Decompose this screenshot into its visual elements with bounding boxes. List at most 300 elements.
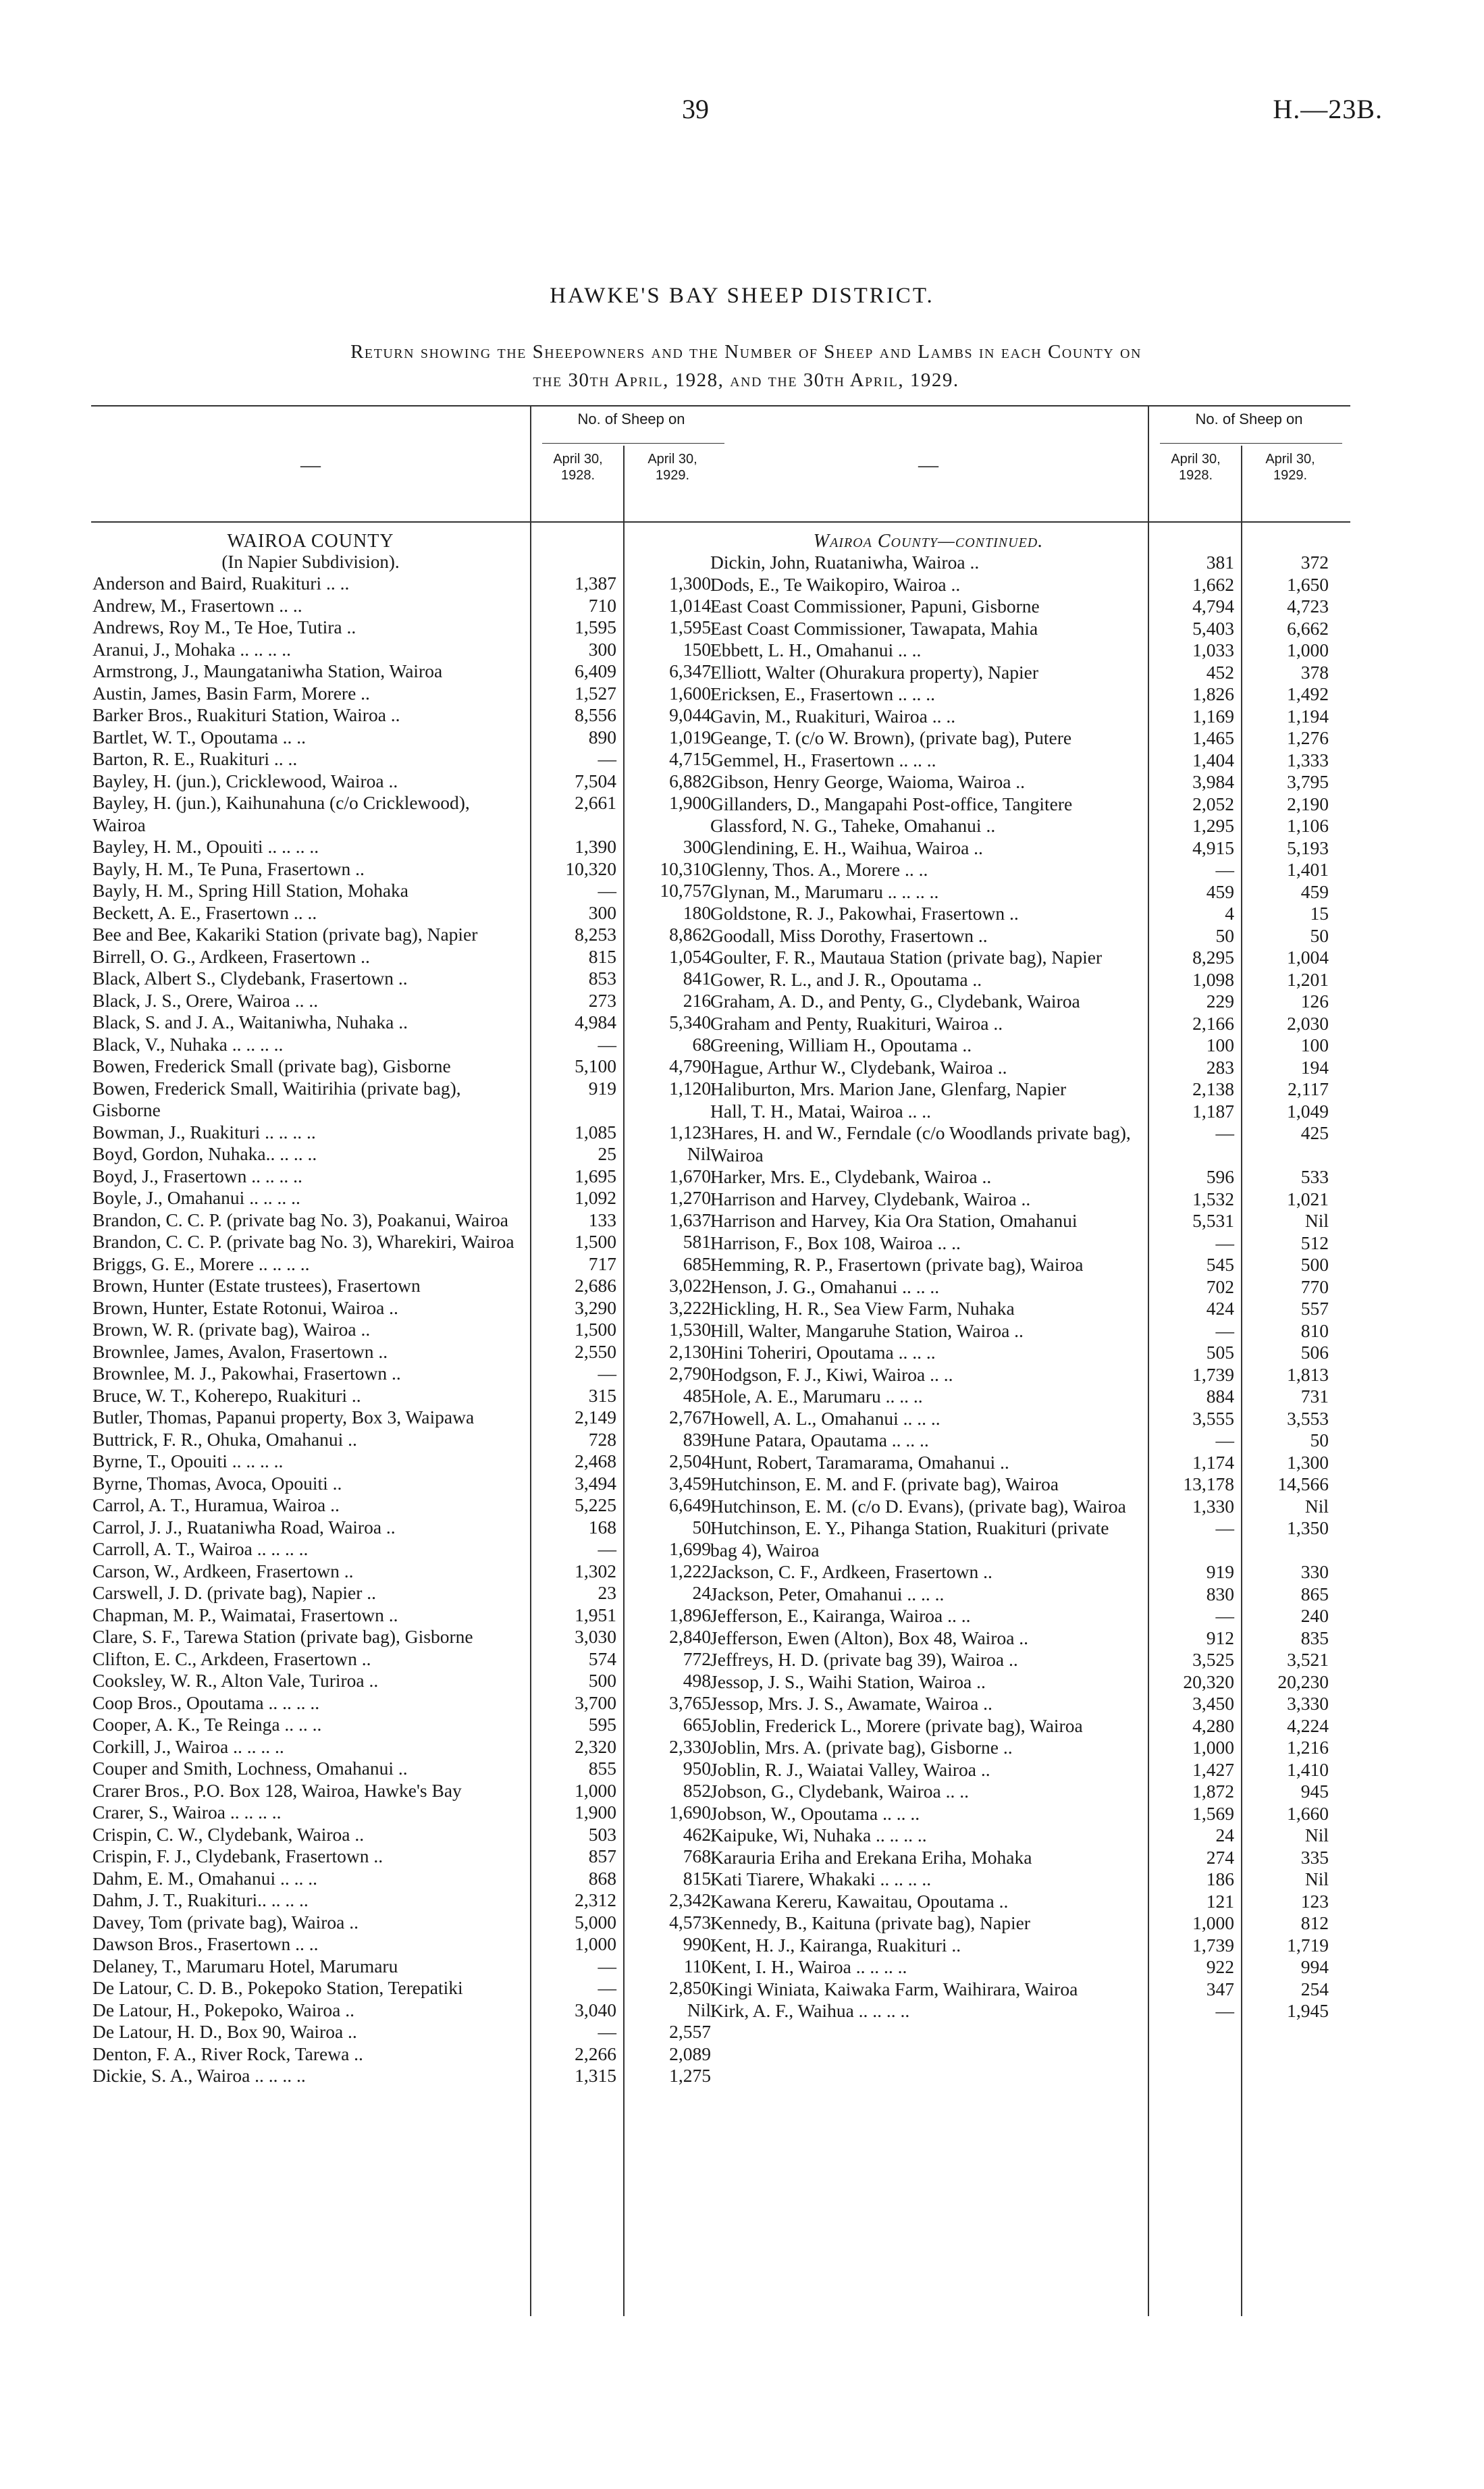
owner-name: Joblin, Frederick L., Morere (private bag), Wairoa [710,1714,1083,1736]
sheep-1928: 300 [588,638,616,660]
owner-name: Goodall, Miss Dorothy, Frasertown .. [710,924,988,946]
table-row [91,1868,733,1890]
owner-name: Glenny, Thos. A., Morere .. .. [710,859,928,880]
sheep-1929: Nil [1304,1210,1329,1231]
sheep-1929: 6,882 [669,770,711,791]
sheep-1929: 1,410 [1287,1758,1329,1780]
sheep-1929: 50 [1310,1430,1329,1450]
sheep-1928: 1,315 [575,2065,616,2086]
table-row [709,662,1350,684]
owner-name: Jobson, W., Opoutama .. .. .. [710,1802,920,1824]
sheep-1929: 810 [1300,1319,1329,1341]
sheep-1928: 5,403 [1192,617,1234,639]
sheep-1929: 485 [683,1384,711,1406]
table-row [91,1385,733,1407]
sheep-1929: 1,530 [669,1319,711,1340]
owner-name: Joblin, R. J., Waiatai Valley, Wairoa .. [710,1758,990,1780]
table-row [709,596,1350,618]
sheep-1929: 459 [1300,881,1329,902]
sheep-1929: 990 [683,1933,711,1954]
table-row [709,574,1350,596]
sheep-1929: 1,350 [1287,1517,1329,1538]
owner-name: Black, J. S., Orere, Wairoa .. .. [92,989,319,1011]
owner-name: Harrison and Harvey, Kia Ora Station, Omahanui [710,1210,1078,1231]
owner-name: Brandon, C. C. P. (private bag No. 3), Poakanui, Wairoa [92,1209,508,1230]
sheep-1928: 283 [1206,1056,1234,1078]
sheep-1929: 3,330 [1287,1693,1329,1714]
sheep-1928: 1,695 [575,1165,616,1186]
sheep-1928: 50 [1215,924,1234,946]
sheep-1929: 1,300 [669,573,711,594]
sheep-1929: 2,504 [669,1450,711,1471]
sheep-1928: 1,085 [575,1121,616,1143]
sheep-1928: 186 [1206,1868,1234,1889]
sheep-1928: 710 [588,594,616,616]
owner-name: Elliott, Walter (Ohurakura property), Napier [710,661,1038,683]
owner-name: Ericksen, E., Frasertown .. .. .. [710,683,935,704]
sheep-1929: 1,595 [669,617,711,637]
sheep-group-header: No. of Sheep on [577,411,685,427]
table-row [91,968,733,990]
table-top-rule [709,405,1350,407]
sheep-1929: 330 [1300,1561,1329,1582]
sheep-1928: 2,320 [575,1735,616,1757]
subtitle-line-2: the 30th April, 1928, and the 30th April, 1929. [533,369,959,391]
sheep-1929: 852 [683,1779,711,1801]
sheep-1928: 596 [1206,1166,1234,1187]
table-row [709,1320,1350,1342]
sheep-1928: — [1215,1517,1234,1538]
right-table-body [709,531,1350,2022]
table-row [709,1847,1350,1869]
owner-name: De Latour, H. D., Box 90, Wairoa .. [92,2021,357,2042]
sheep-1929: 3,222 [669,1296,711,1318]
sheep-1928: 1,826 [1192,683,1234,704]
sheep-1928: 3,494 [575,1472,616,1494]
table-top-rule [91,405,733,407]
sheep-1928: 1,465 [1192,727,1234,748]
col-1928-header: April 30, 1928. [1171,452,1221,483]
sheep-1929: Nil [1304,1868,1329,1889]
sheep-1929: 216 [683,989,711,1011]
owner-name: Karauria Eriha and Erekana Eriha, Mohaka [710,1846,1032,1868]
table-row [91,573,733,595]
table-row [709,1298,1350,1320]
sheep-1928: 1,527 [575,682,616,704]
table-row [709,1276,1350,1299]
sheep-1929: 10,310 [660,858,711,879]
table-row [709,925,1350,947]
sheep-1928: 4,915 [1192,837,1234,858]
sheep-1928: 1,187 [1192,1100,1234,1122]
owner-name: Carswell, J. D. (private bag), Napier .. [92,1582,377,1603]
sheep-1929: 1,637 [669,1209,711,1230]
table-row [709,1693,1350,1715]
sheep-1929: 300 [683,836,711,857]
left-table [91,405,733,2316]
sheep-1928: 853 [588,968,616,989]
table-row [709,1979,1350,2001]
owner-name: Austin, James, Basin Farm, Morere .. [92,682,370,704]
table-row [709,727,1350,750]
table-row [709,837,1350,860]
owner-name: Bowen, Frederick Small (private bag), Gisborne [92,1055,451,1076]
sheep-1928: 868 [588,1867,616,1889]
table-row [91,1582,733,1604]
table-row [709,1166,1350,1188]
sheep-1929: 500 [1300,1254,1329,1275]
table-row [709,881,1350,903]
owner-name: Carson, W., Ardkeen, Frasertown .. [92,1560,354,1581]
owner-name: Dahm, E. M., Omahanui .. .. .. [92,1867,318,1889]
table-row [91,595,733,617]
sheep-1929: 335 [1300,1846,1329,1868]
sheep-1929: 1,222 [669,1560,711,1581]
sheep-1929: 15 [1310,903,1329,924]
table-header-rule [91,521,733,523]
owner-name: Jessop, Mrs. J. S., Awamate, Wairoa .. [710,1693,992,1714]
owner-name: Barker Bros., Ruakituri Station, Wairoa .. [92,704,400,725]
sheep-1928: 168 [588,1516,616,1538]
sheep-1928: 1,739 [1192,1363,1234,1385]
owner-name: Goulter, F. R., Mautaua Station (private bag), Napier [710,947,1103,968]
sheep-1929: 4,715 [669,748,711,769]
sheep-1929: 3,795 [1287,771,1329,792]
table-row [91,1999,733,2022]
owner-name: Haliburton, Mrs. Marion Jane, Glenfarg, Napier [710,1078,1067,1099]
table-row [91,1494,733,1517]
sheep-1929: 1,019 [669,726,711,748]
sheep-1929: 4,224 [1287,1714,1329,1736]
sheep-1929: 950 [683,1758,711,1779]
owner-name: Hunt, Robert, Taramarama, Omahanui .. [710,1451,1009,1473]
owner-name: Glassford, N. G., Taheke, Omahanui .. [710,815,996,836]
owner-name: Chapman, M. P., Waimatai, Frasertown .. [92,1604,398,1625]
table-row [709,1891,1350,1913]
owner-name: Butler, Thomas, Papanui property, Box 3, Waipawa [92,1407,475,1427]
owner-name: Corkill, J., Wairoa .. .. .. .. [92,1735,284,1757]
owner-name: Hodgson, F. J., Kiwi, Wairoa .. .. [710,1363,953,1385]
sheep-1928: 3,290 [575,1296,616,1318]
sheep-1928: 8,556 [575,704,616,725]
col-1929-header: April 30, 1929. [647,452,697,483]
table-row [709,1715,1350,1737]
owner-name: De Latour, C. D. B., Pokepoko Station, Terepatiki [92,1977,463,1998]
sheep-1928: 2,468 [575,1450,616,1471]
table-row [91,836,733,858]
table-row [709,1912,1350,1935]
sheep-1929: 240 [1300,1605,1329,1626]
sheep-1928: 1,302 [575,1560,616,1581]
owner-name: Bruce, W. T., Koherepo, Ruakituri .. [92,1384,361,1406]
owner-name: Dickin, John, Ruataniwha, Wairoa .. [710,552,980,573]
owner-name: Harrison and Harvey, Clydebank, Wairoa .. [710,1188,1031,1209]
table-row [709,903,1350,925]
table-row [91,990,733,1012]
owner-name: Gavin, M., Ruakituri, Wairoa .. .. [710,705,956,727]
page-number: 39 [682,94,709,124]
sheep-1929: 1,813 [1287,1363,1329,1385]
sheep-1929: 2,850 [669,1977,711,1998]
sheep-1929: 150 [683,638,711,660]
owner-name: Dickie, S. A., Wairoa .. .. .. .. [92,2065,306,2086]
sheep-1928: 1,872 [1192,1781,1234,1802]
sheep-1928: 2,266 [575,2043,616,2064]
sheep-1928: 815 [588,945,616,967]
sheep-1929: 2,330 [669,1735,711,1757]
sheep-1928: 13,178 [1183,1473,1234,1494]
owner-name: Kirk, A. F., Waihua .. .. .. .. [710,2000,910,2021]
table-row [709,1583,1350,1606]
table-row [709,1452,1350,1474]
page-subtitle [95,338,1398,394]
table-row [709,1868,1350,1891]
table-row [709,991,1350,1013]
sheep-1929: 1,216 [1287,1737,1329,1758]
sheep-1928: 505 [1206,1342,1234,1363]
owner-name: Gemmel, H., Frasertown .. .. .. [710,749,936,770]
table-row [709,1671,1350,1694]
owner-name: Kawana Kereru, Kawaitau, Opoutama .. [710,1890,1009,1912]
owner-name: Jessop, J. S., Waihi Station, Wairoa .. [710,1671,986,1692]
table-row [91,1034,733,1056]
owner-name: Jefferson, E., Kairanga, Wairoa .. .. [710,1605,971,1626]
owner-name: Boyle, J., Omahanui .. .. .. .. [92,1187,300,1208]
owner-name: Hickling, H. R., Sea View Farm, Nuhaka [710,1298,1015,1319]
table-row [91,1758,733,1780]
sheep-1928: 3,984 [1192,771,1234,792]
table-row [91,1780,733,1802]
sheep-1929: Nil [687,1999,711,2020]
owner-name: Harker, Mrs. E., Clydebank, Wairoa .. [710,1166,992,1187]
owner-name: Crispin, C. W., Clydebank, Wairoa .. [92,1823,365,1845]
table-row [91,1187,733,1209]
sheep-1929: 462 [683,1823,711,1845]
sheep-1928: 1,000 [575,1779,616,1801]
table-row [709,1342,1350,1364]
owner-name: Armstrong, J., Maungataniwha Station, Wairoa [92,660,443,681]
table-row [91,1845,733,1868]
sheep-1928: 1,739 [1192,1934,1234,1956]
sheep-1929: 2,342 [669,1889,711,1910]
sheep-1929: 2,840 [669,1626,711,1647]
sheep-1929: 994 [1300,1956,1329,1977]
sheep-1929: Nil [687,1143,711,1164]
table-row [709,1188,1350,1211]
sheep-1929: 1,123 [669,1121,711,1143]
sheep-1929: 425 [1300,1122,1329,1143]
sheep-1928: 2,052 [1192,793,1234,814]
name-column-header: — [918,454,938,476]
sheep-1928: — [1215,1605,1234,1626]
owner-name: Hune Patara, Opautama .. .. .. [710,1430,929,1450]
owner-name: Jackson, C. F., Ardkeen, Frasertown .. [710,1561,992,1582]
sheep-1928: 1,595 [575,617,616,637]
sheep-1928: 459 [1206,881,1234,902]
sheep-1928: 5,531 [1192,1210,1234,1231]
sheep-1928: 1,098 [1192,968,1234,990]
sheep-1928: 1,330 [1192,1495,1234,1517]
owner-name: Crarer, S., Wairoa .. .. .. .. [92,1802,282,1823]
table-row [91,1165,733,1188]
sheep-1928: 500 [588,1670,616,1691]
table-row [709,1649,1350,1671]
sheep-1928: 4,794 [1192,596,1234,617]
sheep-1928: 728 [588,1428,616,1450]
owner-name: Dawson Bros., Frasertown .. .. [92,1933,319,1954]
sheep-1929: 110 [683,1955,711,1976]
owner-name: Briggs, G. E., Morere .. .. .. .. [92,1253,310,1274]
owner-name: Graham and Penty, Ruakituri, Wairoa .. [710,1012,1003,1034]
sheep-1928: 3,555 [1192,1407,1234,1429]
owner-name: Kent, H. J., Kairanga, Ruakituri .. [710,1934,961,1956]
owner-name: Gower, R. L., and J. R., Opoutama .. [710,968,982,990]
sheep-1929: 1,054 [669,945,711,967]
sheep-1929: 2,557 [669,2021,711,2042]
owner-name: Jeffreys, H. D. (private bag 39), Wairoa .. [710,1649,1018,1670]
sheep-1929: 1,004 [1287,947,1329,968]
sheep-1928: 5,225 [575,1494,616,1515]
county-heading-continued: Wairoa County—continued. [813,531,1044,552]
owner-name: Cooper, A. K., Te Reinga .. .. .. [92,1714,322,1735]
owner-name: Hares, H. and W., Ferndale (c/o Woodlands private bag), Wairoa [710,1122,1131,1165]
sheep-1929: 254 [1300,1978,1329,1999]
owner-name: Goldstone, R. J., Pakowhai, Frasertown .. [710,903,1019,924]
table-row [709,1956,1350,1979]
owner-name: Kaipuke, Wi, Nuhaka .. .. .. .. [710,1825,927,1845]
owner-name: Dods, E., Te Waikopiro, Wairoa .. [710,573,961,595]
table-row [709,683,1350,706]
owner-name: Crispin, F. J., Clydebank, Frasertown .. [92,1845,383,1866]
owner-name: De Latour, H., Pokepoko, Wairoa .. [92,1999,354,2020]
table-row [709,1825,1350,1847]
sheep-1928: — [1215,1319,1234,1341]
sheep-1928: 229 [1206,991,1234,1012]
sheep-1928: — [598,1538,616,1559]
owner-name: Delaney, T., Marumaru Hotel, Marumaru [92,1955,398,1976]
sheep-1928: 1,169 [1192,705,1234,727]
table-row [91,639,733,661]
sheep-1929: 1,270 [669,1187,711,1208]
table-row [91,1802,733,1824]
sheep-1928: 1,174 [1192,1451,1234,1473]
table-row [91,1517,733,1539]
sheep-1928: 1,033 [1192,639,1234,660]
group-header-rule [542,443,724,444]
sheep-1928: 25 [598,1143,616,1164]
owner-name: Graham, A. D., and Penty, G., Clydebank, Wairoa [710,991,1080,1012]
sheep-1928: 702 [1206,1276,1234,1297]
owner-name: Clare, S. F., Tarewa Station (private bag), Gisborne [92,1626,473,1647]
owner-name: East Coast Commissioner, Papuni, Gisborne [710,596,1040,617]
sheep-1929: 498 [683,1670,711,1691]
sheep-1928: 830 [1206,1583,1234,1604]
table-row [709,1517,1350,1561]
sheep-1928: 133 [588,1209,616,1230]
sheep-1928: 884 [1206,1386,1234,1407]
table-row [709,1430,1350,1452]
owner-name: Glynan, M., Marumaru .. .. .. .. [710,881,939,902]
table-header-rule [709,521,1350,523]
owner-name: Hutchinson, E. M. (c/o D. Evans), (private bag), Wairoa [710,1495,1126,1517]
owner-name: Hutchinson, E. Y., Pihanga Station, Ruakituri (private bag 4), Wairoa [710,1517,1109,1561]
sheep-1929: 123 [1300,1890,1329,1912]
sheep-1929: 1,300 [1287,1451,1329,1473]
sheep-1929: 1,900 [669,792,711,813]
table-row [91,1692,733,1714]
table-row [91,2021,733,2043]
sheep-1929: 812 [1300,1912,1329,1933]
owner-name: Gibson, Henry George, Waioma, Wairoa .. [710,771,1026,792]
table-row [709,1408,1350,1430]
table-row [709,1496,1350,1518]
county-heading: WAIROA COUNTY [227,531,394,552]
owner-name: Andrews, Roy M., Te Hoe, Tutira .. [92,617,356,637]
sheep-1929: 1,120 [669,1077,711,1099]
table-row [709,1254,1350,1276]
table-row [709,618,1350,640]
table-row [91,1538,733,1561]
table-row [709,859,1350,881]
owner-name: Brownlee, M. J., Pakowhai, Frasertown .. [92,1363,401,1384]
table-row [709,1364,1350,1386]
sheep-1928: 5,000 [575,1911,616,1933]
table-row [709,750,1350,772]
table-row [91,1736,733,1758]
sheep-1929: 4,573 [669,1911,711,1933]
table-row [91,748,733,770]
sheep-1929: 5,193 [1287,837,1329,858]
sheep-1928: — [598,1977,616,1998]
sheep-1929: 100 [1300,1034,1329,1055]
table-row [709,815,1350,837]
sheep-1929: 24 [692,1582,711,1603]
owner-name: Denton, F. A., River Rock, Tarewa .. [92,2043,363,2064]
sheep-1929: 581 [683,1231,711,1252]
table-row [91,1297,733,1319]
table-row [91,1561,733,1583]
sheep-1928: — [598,2021,616,2042]
table-row [91,1824,733,1846]
table-row [709,1034,1350,1057]
sheep-1929: 1,945 [1287,2000,1329,2021]
sheep-1928: 1,000 [1192,1737,1234,1758]
owner-name: Boyd, Gordon, Nuhaka.. .. .. .. [92,1143,317,1164]
sheep-1928: 1,387 [575,573,616,594]
table-row [91,727,733,749]
sheep-1928: 1,404 [1192,749,1234,770]
sheep-1929: 2,130 [669,1340,711,1362]
name-column-header: — [300,454,321,476]
sheep-1929: 2,767 [669,1407,711,1427]
sheep-1929: 772 [683,1648,711,1669]
sheep-1929: 180 [683,901,711,923]
owner-name: Brown, Hunter, Estate Rotonui, Wairoa .. [92,1296,398,1318]
sheep-1929: 815 [683,1867,711,1889]
sheep-1929: 768 [683,1845,711,1866]
owner-name: Geange, T. (c/o W. Brown), (private bag), Putere [710,727,1072,748]
table-row [91,1231,733,1253]
table-row [91,1253,733,1276]
sheep-1928: 300 [588,901,616,923]
table-row [709,1759,1350,1781]
sheep-1928: 574 [588,1648,616,1669]
left-table-body [91,531,733,2087]
sheep-1929: 1,699 [669,1538,711,1559]
sheep-1928: 2,138 [1192,1078,1234,1099]
sheep-1929: 126 [1300,991,1329,1012]
owner-name: Ebbett, L. H., Omahanui .. .. [710,639,922,660]
